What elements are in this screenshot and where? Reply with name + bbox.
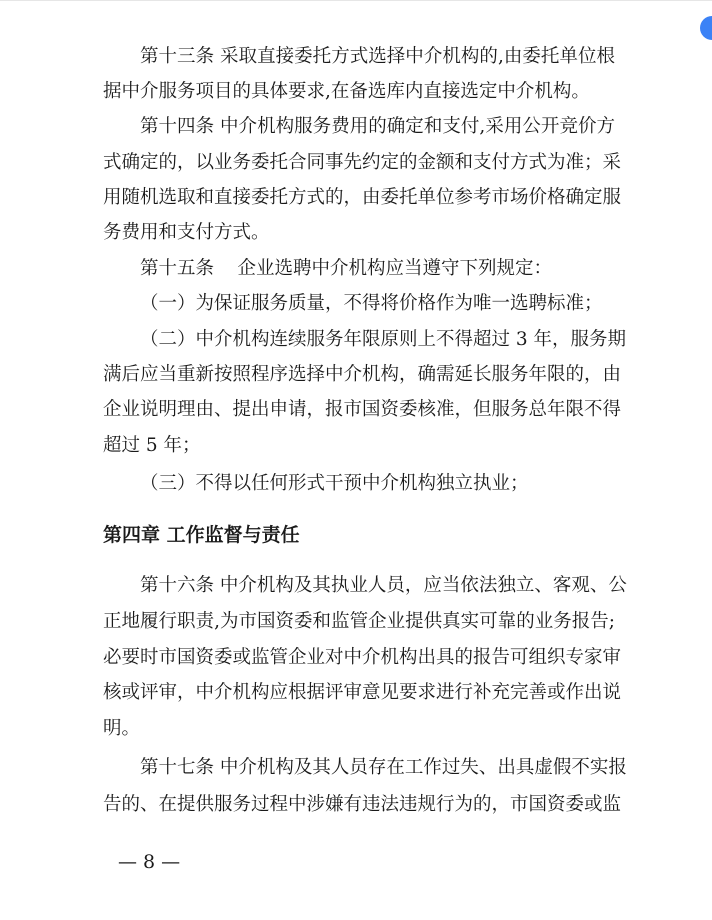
paragraph-line: 明。 xyxy=(103,718,141,739)
page-top-border xyxy=(0,0,712,1)
paragraph-line: 正地履行职责,为市国资委和监管企业提供真实可靠的业务报告; xyxy=(103,611,615,632)
paragraph-line: （一）为保证服务质量，不得将价格作为唯一选聘标准； xyxy=(140,293,603,314)
paragraph-line: （三）不得以任何形式干预中介机构独立执业； xyxy=(140,473,529,494)
chapter-heading: 第四章 工作监督与责任 xyxy=(103,524,300,546)
paragraph-line: 式确定的，以业务委托合同事先约定的金额和支付方式为准；采 xyxy=(103,152,622,173)
paragraph-line: 告的、在提供服务过程中涉嫌有违法违规行为的，市国资委或监 xyxy=(103,794,622,815)
paragraph-line: 企业说明理由、提出申请，报市国资委核准，但服务总年限不得 xyxy=(103,399,622,420)
paragraph-line: 满后应当重新按照程序选择中介机构，确需延长服务年限的，由 xyxy=(103,364,622,385)
floating-assistant-icon[interactable] xyxy=(700,16,712,40)
paragraph-line: 务费用和支付方式。 xyxy=(103,222,270,243)
paragraph-line: 第十七条 中介机构及其人员存在工作过失、出具虚假不实报 xyxy=(140,757,627,778)
paragraph-line: 必要时市国资委或监管企业对中介机构出具的报告可组织专家审 xyxy=(103,647,622,668)
page-number: — 8 — xyxy=(118,851,181,873)
paragraph-line: 用随机选取和直接委托方式的，由委托单位参考市场价格确定服 xyxy=(103,187,622,208)
paragraph-line: 核或评审，中介机构应根据评审意见要求进行补充完善或作出说 xyxy=(103,682,622,703)
paragraph-line: 第十四条 中介机构服务费用的确定和支付,采用公开竞价方 xyxy=(140,116,615,137)
paragraph-line: （二）中介机构连续服务年限原则上不得超过 3 年，服务期 xyxy=(140,329,627,350)
paragraph-line: 第十五条 企业选聘中介机构应当遵守下列规定： xyxy=(140,258,553,279)
paragraph-line: 超过 5 年； xyxy=(103,435,201,456)
paragraph-line: 第十六条 中介机构及其执业人员，应当依法独立、客观、公 xyxy=(140,575,627,596)
paragraph-line: 据中介服务项目的具体要求,在备选库内直接选定中介机构。 xyxy=(103,81,590,102)
paragraph-line: 第十三条 采取直接委托方式选择中介机构的,由委托单位根 xyxy=(140,46,615,67)
